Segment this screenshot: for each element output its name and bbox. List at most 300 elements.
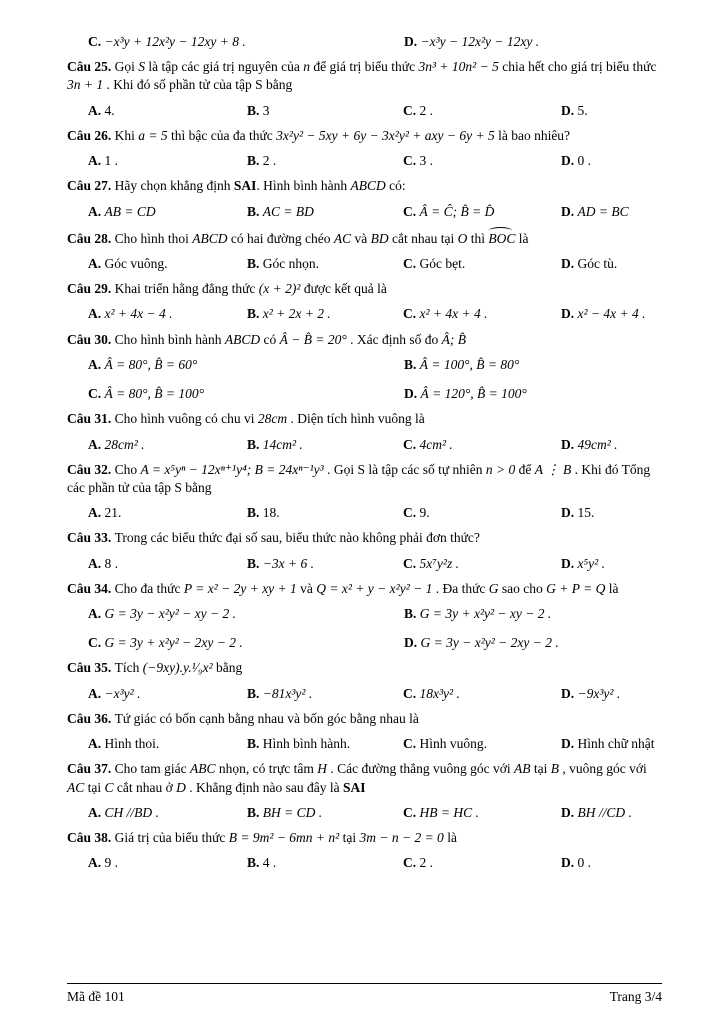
stem-text: Tứ giác có bốn cạnh bằng nhau và bốn góc bằng nhau là bbox=[114, 710, 419, 726]
answer-option-d bbox=[404, 385, 662, 403]
option-text: CH //BD . bbox=[104, 804, 159, 820]
answer-option-a bbox=[88, 102, 247, 120]
answer-option-d bbox=[561, 735, 662, 753]
answer-option-b bbox=[247, 555, 403, 573]
page-footer bbox=[67, 983, 662, 1006]
question-number: Câu 33. bbox=[67, 530, 115, 546]
math-expression: O bbox=[457, 230, 468, 246]
answer-option-a bbox=[88, 854, 247, 872]
question bbox=[67, 580, 662, 653]
options-row bbox=[67, 804, 662, 822]
question bbox=[67, 127, 662, 170]
option-label: A. bbox=[88, 356, 105, 372]
math-expression: ABCD bbox=[350, 178, 386, 194]
question-number: Câu 35. bbox=[67, 660, 115, 676]
math-expression: C bbox=[104, 779, 114, 795]
answer-option-d bbox=[561, 436, 662, 454]
option-text: Â = 120°, B̂ = 100° bbox=[420, 386, 527, 402]
stem-text: bằng bbox=[212, 660, 243, 676]
option-text: Góc bẹt. bbox=[419, 255, 466, 271]
math-expression: a = 5 bbox=[138, 127, 168, 143]
math-expression: ABC bbox=[190, 761, 216, 777]
options-row bbox=[67, 152, 662, 170]
stem-text: và bbox=[351, 230, 371, 246]
option-text: 2 . bbox=[419, 102, 433, 118]
option-label: A. bbox=[88, 255, 105, 271]
stem-text: cắt nhau tại bbox=[388, 230, 458, 246]
math-expression: 3n³ + 10n² − 5 bbox=[418, 59, 499, 75]
option-label: D. bbox=[561, 736, 578, 752]
answer-option-d bbox=[561, 152, 662, 170]
option-text: Hình chữ nhật bbox=[577, 736, 655, 752]
math-expression: ABCD bbox=[224, 331, 261, 347]
option-text: Góc nhọn. bbox=[262, 255, 320, 271]
question-number: Câu 32. bbox=[67, 461, 115, 477]
option-text: Hình bình hành. bbox=[262, 736, 351, 752]
answer-option-a bbox=[88, 735, 247, 753]
question bbox=[67, 58, 662, 120]
question-number: Câu 28. bbox=[67, 230, 115, 246]
answer-option-a bbox=[88, 152, 247, 170]
stem-text: . Diện tích hình vuông là bbox=[287, 411, 425, 427]
question-stem bbox=[67, 127, 662, 145]
question-number: Câu 29. bbox=[67, 281, 115, 297]
question bbox=[67, 177, 662, 220]
option-label: B. bbox=[247, 685, 263, 701]
answer-option-a bbox=[88, 436, 247, 454]
option-text: 1 . bbox=[104, 153, 118, 169]
option-text: 0 . bbox=[577, 153, 591, 169]
option-text: Â = Ĉ; B̂ = D̂ bbox=[419, 203, 495, 219]
answer-option-c bbox=[88, 634, 404, 652]
option-label: D. bbox=[561, 203, 578, 219]
answer-option-b bbox=[247, 305, 403, 323]
stem-text: được kết quả là bbox=[300, 281, 387, 297]
question bbox=[67, 529, 662, 572]
answer-option-a bbox=[88, 356, 404, 374]
stem-text: tại bbox=[84, 779, 105, 795]
options-row bbox=[67, 685, 662, 703]
question-stem bbox=[67, 177, 662, 195]
math-expression: Â; B̂ bbox=[441, 331, 467, 347]
stem-text: Khi bbox=[114, 127, 139, 143]
stem-text: Cho hình bình hành bbox=[114, 331, 225, 347]
answer-option-b bbox=[247, 255, 403, 273]
option-label: D. bbox=[404, 386, 421, 402]
stem-text: . Gọi S là tập các số tự nhiên bbox=[323, 461, 486, 477]
option-text: G = 3y + x²y² − 2xy − 2 . bbox=[104, 635, 243, 651]
question-stem bbox=[67, 331, 662, 349]
option-label: C. bbox=[88, 34, 105, 49]
stem-text: Cho tam giác bbox=[114, 761, 190, 777]
option-label: D. bbox=[561, 555, 578, 571]
answer-option-a bbox=[88, 804, 247, 822]
answer-option-c bbox=[403, 255, 561, 273]
question-stem bbox=[67, 280, 662, 298]
stem-text: . Các đường thẳng vuông góc với bbox=[327, 761, 514, 777]
stem-text: là bbox=[443, 830, 457, 845]
options-row bbox=[67, 854, 662, 872]
answer-option-d bbox=[561, 255, 662, 273]
answer-option-d bbox=[561, 102, 662, 120]
option-label: B. bbox=[247, 306, 263, 322]
option-label: C. bbox=[403, 555, 420, 571]
stem-text: Khai triển hằng đẳng thức bbox=[114, 281, 259, 297]
question-number: Câu 27. bbox=[67, 178, 115, 194]
option-label: A. bbox=[88, 306, 105, 322]
option-label: C. bbox=[403, 306, 420, 322]
option-text: 5. bbox=[577, 102, 588, 118]
option-label: C. bbox=[403, 153, 420, 169]
answer-option-c bbox=[403, 555, 561, 573]
answer-option-b bbox=[247, 102, 403, 120]
option-label: C. bbox=[403, 203, 420, 219]
options-row bbox=[67, 504, 662, 522]
option-text: AB = CD bbox=[104, 203, 156, 219]
option-text: Hình vuông. bbox=[419, 736, 487, 752]
stem-text: . Hình bình hành bbox=[256, 178, 351, 194]
option-label: B. bbox=[247, 505, 263, 521]
answer-option-b bbox=[247, 436, 403, 454]
question-stem bbox=[67, 659, 662, 677]
answer-option-b bbox=[404, 605, 662, 623]
answer-option-c bbox=[403, 685, 561, 703]
options-row bbox=[67, 33, 662, 51]
option-text: AD = BC bbox=[577, 203, 629, 219]
option-text: AC = BD bbox=[262, 203, 314, 219]
answer-option-c bbox=[403, 854, 561, 872]
option-label: C. bbox=[403, 436, 420, 452]
option-text: 18. bbox=[262, 505, 280, 521]
math-expression: 28cm bbox=[257, 411, 288, 427]
question-number: Câu 34. bbox=[67, 580, 115, 596]
option-label: D. bbox=[561, 855, 578, 871]
option-text: 8 . bbox=[104, 555, 118, 571]
option-text: 2 . bbox=[419, 855, 433, 871]
option-label: A. bbox=[88, 102, 105, 118]
question-number: Câu 38. bbox=[67, 830, 115, 845]
stem-text: Cho bbox=[114, 461, 141, 477]
option-text: 4. bbox=[104, 102, 115, 118]
option-text: Â = 80°, B̂ = 60° bbox=[104, 356, 198, 372]
option-text: 28cm² . bbox=[104, 436, 145, 452]
option-label: D. bbox=[561, 804, 578, 820]
stem-text: nhọn, có trực tâm bbox=[215, 761, 318, 777]
option-label: B. bbox=[247, 436, 263, 452]
question bbox=[67, 33, 662, 51]
question bbox=[67, 659, 662, 702]
options-row bbox=[67, 102, 662, 120]
math-expression: BD bbox=[370, 230, 389, 246]
option-label: D. bbox=[561, 102, 578, 118]
stem-text: có bbox=[260, 331, 280, 347]
option-text: Hình thoi. bbox=[104, 736, 160, 752]
stem-text: Tích bbox=[114, 660, 143, 676]
question bbox=[67, 410, 662, 453]
option-label: B. bbox=[247, 736, 263, 752]
answer-option-d bbox=[561, 854, 662, 872]
answer-option-c bbox=[403, 102, 561, 120]
math-expression: AC bbox=[333, 230, 352, 246]
option-label: D. bbox=[561, 306, 578, 322]
question bbox=[67, 228, 662, 273]
question-number: Câu 25. bbox=[67, 59, 115, 75]
answer-option-d bbox=[561, 504, 662, 522]
math-expression: 3x²y² − 5xy + 6y − 3x²y² + axy − 6y + 5 bbox=[276, 127, 495, 143]
answer-option-c bbox=[403, 735, 561, 753]
question-stem bbox=[67, 580, 662, 598]
math-expression: n bbox=[303, 59, 310, 75]
question-stem bbox=[67, 410, 662, 428]
stem-text: , vuông góc với bbox=[559, 761, 647, 777]
answer-option-d bbox=[561, 685, 662, 703]
option-label: A. bbox=[88, 855, 105, 871]
math-expression: B = 9m² − 6mn + n² bbox=[228, 830, 340, 845]
math-expression: G + P = Q bbox=[546, 580, 606, 596]
option-label: B. bbox=[247, 855, 263, 871]
option-label: A. bbox=[88, 804, 105, 820]
math-expression: AC bbox=[67, 779, 85, 795]
stem-text: thì bbox=[467, 230, 489, 246]
answer-option-a bbox=[88, 255, 247, 273]
option-label: D. bbox=[561, 153, 578, 169]
math-expression: P = x² − 2y + xy + 1 bbox=[183, 580, 297, 596]
answer-option-a bbox=[88, 605, 404, 623]
answer-option-b bbox=[247, 854, 403, 872]
page-number: Trang 3/4 bbox=[609, 989, 662, 1005]
option-text: −3x + 6 . bbox=[262, 555, 314, 571]
question-stem bbox=[67, 461, 662, 497]
stem-text: Gọi bbox=[114, 59, 139, 75]
math-expression: B bbox=[550, 761, 559, 777]
question bbox=[67, 280, 662, 323]
stem-text: . Khẳng định nào sau đây là bbox=[185, 779, 343, 795]
option-text: 21. bbox=[104, 505, 122, 521]
option-label: C. bbox=[403, 102, 420, 118]
question-stem bbox=[67, 529, 662, 547]
stem-text: Cho đa thức bbox=[114, 580, 184, 596]
option-text: BH = CD . bbox=[262, 804, 323, 820]
answer-option-d bbox=[404, 33, 662, 51]
question-number: Câu 30. bbox=[67, 331, 115, 347]
option-label: A. bbox=[88, 505, 105, 521]
stem-text: thì bậc của đa thức bbox=[167, 127, 277, 143]
option-text: 3 . bbox=[419, 153, 433, 169]
answer-option-c bbox=[403, 804, 561, 822]
stem-text: Cho hình thoi bbox=[114, 230, 193, 246]
math-expression: D bbox=[176, 779, 186, 795]
option-label: D. bbox=[404, 635, 421, 651]
option-text: −x³y² . bbox=[104, 685, 141, 701]
option-text: 14cm² . bbox=[262, 436, 303, 452]
option-label: A. bbox=[88, 203, 105, 219]
answer-option-b bbox=[247, 152, 403, 170]
math-expression: S bbox=[138, 59, 146, 75]
option-label: C. bbox=[403, 736, 420, 752]
math-expression: BOC bbox=[488, 228, 515, 248]
math-expression: 3n + 1 bbox=[67, 77, 104, 93]
option-text: G = 3y + x²y² − xy − 2 . bbox=[419, 606, 552, 622]
option-text: G = 3y − x²y² − xy − 2 . bbox=[104, 606, 236, 622]
option-text: 9. bbox=[419, 505, 430, 521]
answer-option-b bbox=[247, 735, 403, 753]
option-text: Góc tù. bbox=[577, 255, 618, 271]
question-number: Câu 37. bbox=[67, 761, 115, 777]
option-label: B. bbox=[247, 203, 263, 219]
stem-text: tại bbox=[339, 830, 360, 845]
option-text: −81x³y² . bbox=[262, 685, 313, 701]
option-label: B. bbox=[404, 606, 420, 622]
stem-text: và bbox=[296, 580, 317, 596]
answer-option-d bbox=[561, 555, 662, 573]
math-expression: A = x⁵yⁿ − 12xⁿ⁺¹y⁴; B = 24xⁿ⁻¹y³ bbox=[140, 461, 324, 477]
answer-option-b bbox=[247, 203, 403, 221]
question-stem bbox=[67, 228, 662, 248]
answer-option-a bbox=[88, 305, 247, 323]
question-number: Câu 26. bbox=[67, 127, 115, 143]
question-stem bbox=[67, 58, 662, 94]
exam-questions bbox=[67, 26, 662, 878]
stem-text: Cho hình vuông có chu vi bbox=[114, 411, 258, 427]
answer-option-d bbox=[561, 804, 662, 822]
option-text: 49cm² . bbox=[577, 436, 618, 452]
answer-option-d bbox=[561, 203, 662, 221]
stem-text: . Khi đó Tổng các phần tử của tập S bằng bbox=[67, 461, 651, 495]
answer-option-d bbox=[404, 634, 662, 652]
math-expression: AB bbox=[514, 761, 531, 777]
math-expression: n > 0 bbox=[485, 461, 516, 477]
answer-option-b bbox=[247, 685, 403, 703]
options-row bbox=[67, 356, 662, 403]
math-expression: Â − B̂ = 20° bbox=[279, 331, 347, 347]
option-text: 9 . bbox=[104, 855, 118, 871]
answer-option-c bbox=[403, 203, 561, 221]
option-label: A. bbox=[88, 153, 105, 169]
answer-option-a bbox=[88, 504, 247, 522]
options-row bbox=[67, 255, 662, 273]
question-stem bbox=[67, 710, 662, 728]
stem-text: . Khi đó số phần tử của tập S bằng bbox=[103, 77, 293, 93]
option-text: x² + 2x + 2 . bbox=[262, 306, 331, 322]
option-label: C. bbox=[403, 505, 420, 521]
option-label: C. bbox=[88, 635, 105, 651]
answer-option-a bbox=[88, 203, 247, 221]
options-row bbox=[67, 305, 662, 323]
option-text: x² − 4x + 4 . bbox=[577, 306, 646, 322]
math-expression: (−9xy).y.¹⁄₉x² bbox=[142, 660, 213, 676]
option-text: x⁵y² . bbox=[577, 555, 605, 571]
stem-text: tại bbox=[530, 761, 551, 777]
option-text: x² + 4x + 4 . bbox=[419, 306, 488, 322]
answer-option-c bbox=[403, 504, 561, 522]
math-expression: G bbox=[488, 580, 499, 596]
option-label: C. bbox=[403, 855, 420, 871]
stem-text: . Xác định số đo bbox=[346, 331, 442, 347]
question bbox=[67, 760, 662, 822]
stem-text: để bbox=[515, 461, 535, 477]
math-expression: (x + 2)² bbox=[258, 281, 301, 297]
option-text: Góc vuông. bbox=[104, 255, 168, 271]
stem-text: . Đa thức bbox=[432, 580, 489, 596]
answer-option-c bbox=[88, 33, 404, 51]
stem-text: SAI bbox=[343, 779, 366, 795]
option-label: B. bbox=[404, 356, 420, 372]
options-row bbox=[67, 436, 662, 454]
stem-text: có: bbox=[385, 178, 406, 194]
option-text: −x³y + 12x²y − 12xy + 8 . bbox=[104, 34, 246, 49]
stem-text: là bao nhiêu? bbox=[494, 127, 571, 143]
question-number: Câu 31. bbox=[67, 411, 115, 427]
option-label: D. bbox=[561, 505, 578, 521]
option-text: 3 bbox=[262, 102, 270, 118]
question bbox=[67, 461, 662, 523]
option-text: HB = HC . bbox=[419, 804, 479, 820]
option-label: D. bbox=[561, 255, 578, 271]
option-text: 4 . bbox=[262, 855, 277, 871]
question bbox=[67, 331, 662, 404]
option-label: A. bbox=[88, 736, 105, 752]
option-text: −x³y − 12x²y − 12xy . bbox=[420, 34, 540, 49]
options-row bbox=[67, 605, 662, 652]
question bbox=[67, 710, 662, 753]
option-text: Â = 100°, B̂ = 80° bbox=[419, 356, 520, 372]
option-text: Â = 80°, B̂ = 100° bbox=[104, 386, 205, 402]
math-expression: Q = x² + y − x²y² − 1 bbox=[316, 580, 433, 596]
option-text: G = 3y − x²y² − 2xy − 2 . bbox=[420, 635, 559, 651]
math-expression: H bbox=[317, 761, 328, 777]
option-label: D. bbox=[561, 436, 578, 452]
stem-text: Trong các biểu thức đại số sau, biểu thức nào không phải đơn thức? bbox=[114, 530, 480, 546]
option-text: 0 . bbox=[577, 855, 591, 871]
question bbox=[67, 829, 662, 872]
answer-option-a bbox=[88, 685, 247, 703]
option-text: x² + 4x − 4 . bbox=[104, 306, 173, 322]
answer-option-c bbox=[403, 305, 561, 323]
answer-option-b bbox=[247, 804, 403, 822]
stem-text: sao cho bbox=[498, 580, 547, 596]
option-label: A. bbox=[88, 685, 105, 701]
answer-option-a bbox=[88, 555, 247, 573]
math-expression: A ⋮ B bbox=[534, 461, 572, 477]
stem-text: Giá trị của biểu thức bbox=[114, 830, 229, 845]
question-number: Câu 36. bbox=[67, 710, 115, 726]
option-text: 2 . bbox=[262, 153, 277, 169]
stem-text: là bbox=[605, 580, 619, 596]
option-text: 5x⁷y²z . bbox=[419, 555, 459, 571]
option-label: B. bbox=[247, 102, 263, 118]
stem-text: Hãy chọn khẳng định bbox=[114, 178, 234, 194]
stem-text: chia hết cho giá trị biểu thức bbox=[498, 59, 657, 75]
option-label: A. bbox=[88, 606, 105, 622]
option-label: C. bbox=[403, 804, 420, 820]
exam-code: Mã đề 101 bbox=[67, 989, 125, 1005]
option-label: B. bbox=[247, 555, 263, 571]
answer-option-c bbox=[403, 152, 561, 170]
option-text: 4cm² . bbox=[419, 436, 453, 452]
math-expression: 3m − n − 2 = 0 bbox=[359, 830, 444, 845]
option-label: B. bbox=[247, 153, 263, 169]
stem-text: cắt nhau ở bbox=[113, 779, 177, 795]
question-stem bbox=[67, 829, 662, 847]
option-text: BH //CD . bbox=[577, 804, 632, 820]
stem-text: để giá trị biểu thức bbox=[309, 59, 419, 75]
option-label: C. bbox=[403, 255, 420, 271]
option-label: C. bbox=[403, 685, 420, 701]
option-label: D. bbox=[561, 685, 578, 701]
answer-option-b bbox=[404, 356, 662, 374]
stem-text: có hai đường chéo bbox=[227, 230, 334, 246]
option-text: −9x³y² . bbox=[577, 685, 621, 701]
